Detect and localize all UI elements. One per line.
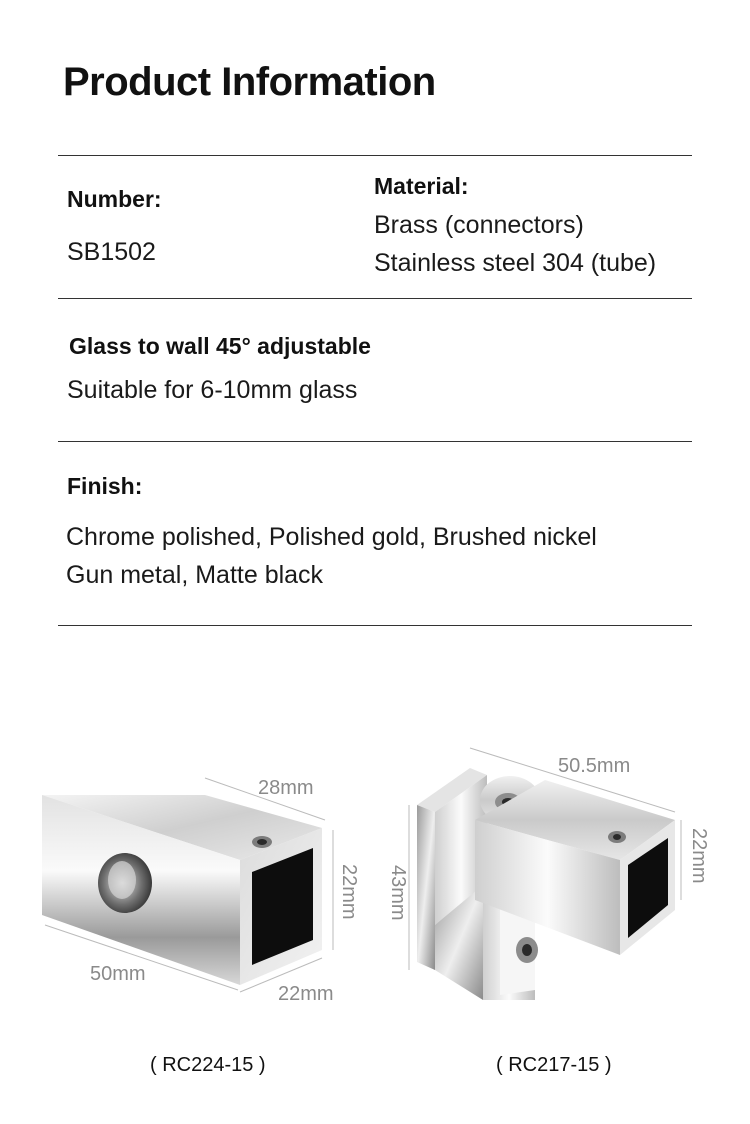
finish-label: Finish: [67,473,143,499]
rc217-connector-illustration [375,700,750,1030]
number-label: Number: [67,186,162,212]
feature-label: Glass to wall 45° adjustable [69,333,371,359]
dim-length: 50mm [90,963,146,985]
divider [58,441,692,442]
dim-left: 43mm [387,865,409,921]
finish-line: Gun metal, Matte black [66,561,324,589]
dim-side: 22mm [338,864,360,920]
caption-rc217: ( RC217-15 ) [496,1054,612,1076]
dim-right: 22mm [688,828,710,884]
dim-top: 28mm [258,777,314,799]
dim-top: 50.5mm [558,755,631,777]
divider [58,625,692,626]
finish-line: Chrome polished, Polished gold, Brushed nickel [66,523,597,551]
material-line: Stainless steel 304 (tube) [374,249,657,277]
material-line: Brass (connectors) [374,211,584,239]
rc224-connector-illustration [0,700,375,1030]
material-label: Material: [374,173,469,199]
page-title: Product Information [63,60,436,104]
number-value: SB1502 [67,238,156,266]
divider [58,155,692,156]
dim-bottom: 22mm [278,983,334,1005]
caption-rc224: ( RC224-15 ) [150,1054,266,1076]
feature-value: Suitable for 6-10mm glass [67,376,358,404]
divider [58,298,692,299]
